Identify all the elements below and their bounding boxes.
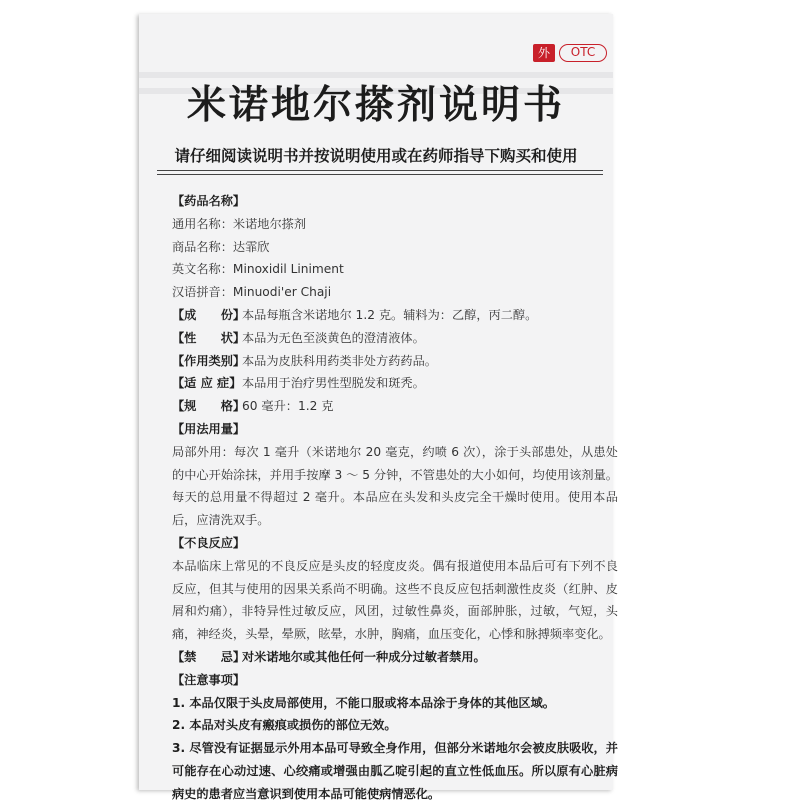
- spec-label: 【规 格】: [172, 399, 246, 414]
- divider-rule: [157, 170, 603, 171]
- document-title: 米诺地尔搽剂说明书: [186, 82, 565, 128]
- adverse-text: 本品临床上常见的不良反应是头皮的轻度皮炎。偶有报道使用本品后可有下列不良反应，但其与使用的因果关系尚不明确。这些不良反应包括刺激性皮炎（红肿、皮屑和灼痛），非特异性过敏反应，风团，过敏性鼻炎，面部肿胀，过敏，气短，头痛，神经炎，头晕，晕厥，眩晕，水肿，胸痛，血压变化，心悸和脉搏频率变化。: [172, 558, 618, 642]
- ingredients-text: 本品每瓶含米诺地尔 1.2 克。辅料为：乙醇，丙二醇。: [242, 307, 538, 322]
- indication-row: [172, 372, 618, 395]
- ingredients-label: 【成 份】: [172, 307, 246, 322]
- spec-row: [172, 395, 618, 418]
- badge-group: [533, 44, 607, 62]
- section-heading-precautions: 【注意事项】: [172, 672, 246, 687]
- contraindication-text: 对米诺地尔或其他任何一种成分过敏者禁用。: [242, 649, 486, 664]
- precaution-item: 2. 本品对头皮有瘢痕或损伤的部位无效。: [172, 718, 397, 733]
- external-use-badge: 外: [533, 44, 555, 62]
- indication-label: 【适 应 症】: [172, 376, 242, 391]
- category-text: 本品为皮肤科用药类非处方药药品。: [242, 353, 437, 368]
- section-heading-drug-name: 【药品名称】: [172, 194, 246, 208]
- appearance-label: 【性 状】: [172, 330, 246, 345]
- section-heading-adverse: 【不良反应】: [172, 535, 246, 550]
- usage-text: 局部外用：每次 1 毫升（米诺地尔 20 毫克，约喷 6 次），涂于头部患处，从患处的中心开始涂抹，并用手按摩 3 ～ 5 分钟，不管患处的大小如何，均使用该剂量。每天的总用量不得超过 2 毫升。本品应在头发和头皮完全干燥时使用。使用本品后，应清洗双手。: [172, 444, 618, 528]
- leaflet-body: [172, 190, 618, 806]
- english-name: 英文名称：Minoxidil Liniment: [172, 262, 344, 277]
- ingredients-row: [172, 304, 618, 327]
- precaution-item: 3. 尽管没有证据显示外用本品可导致全身作用，但部分米诺地尔会被皮肤吸收，并可能存在心动过速、心绞痛或增强由胍乙啶引起的直立性低血压。所以原有心脏病病史的患者应当意识到使用本品可能使病情恶化。: [172, 741, 618, 801]
- appearance-text: 本品为无色至淡黄色的澄清液体。: [242, 330, 425, 345]
- appearance-row: [172, 327, 618, 350]
- trade-name: 商品名称：达霏欣: [172, 239, 270, 254]
- spec-text: 60 毫升：1.2 克: [242, 399, 334, 414]
- category-label: 【作用类别】: [172, 353, 246, 368]
- generic-name: 通用名称：米诺地尔搽剂: [172, 216, 307, 231]
- bleed-through-line: [139, 72, 613, 78]
- indication-text: 本品用于治疗男性型脱发和斑秃。: [242, 376, 425, 391]
- section-heading-usage: 【用法用量】: [172, 421, 246, 436]
- contraindication-label: 【禁 忌】: [172, 649, 246, 664]
- contraindication-row: [172, 646, 618, 669]
- pinyin-name: 汉语拼音：Minuodi'er Chaji: [172, 285, 332, 300]
- leaflet-page: [139, 14, 618, 801]
- divider-rule: [157, 174, 603, 175]
- otc-badge: OTC: [559, 44, 607, 62]
- document-subtitle: 请仔细阅读说明书并按说明使用或在药师指导下购买和使用: [174, 147, 578, 165]
- category-row: [172, 350, 618, 373]
- precaution-item: 1. 本品仅限于头皮局部使用，不能口服或将本品涂于身体的其他区域。: [172, 695, 555, 710]
